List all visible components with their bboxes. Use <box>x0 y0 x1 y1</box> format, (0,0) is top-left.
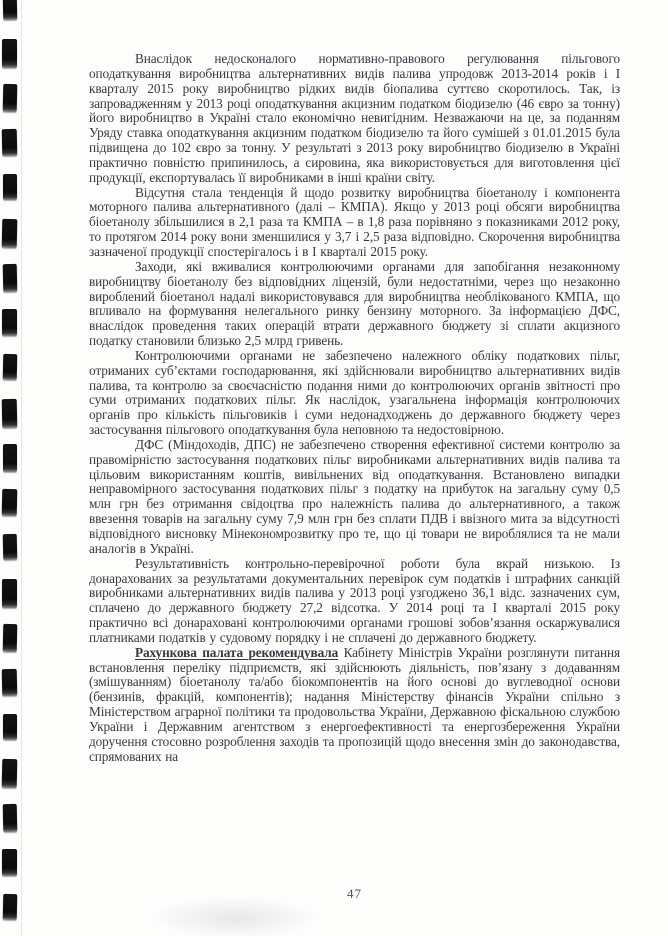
binding-mark <box>2 759 18 788</box>
paragraph: Відсутня стала тенденція й щодо розвитку виробництва біоетанолу і компонента моторного палива альтернативного (далі – КМПА). Якщо у 2013 році обсяги виробництва біоетанолу збільшилися в 2,1 раза та КМПА – в 1,8 раза порівняно з показниками 2012 року, то протягом 2014 року вони зменшилися у 3,7 і 2,5 раза відповідно. Скорочення виробництва зазначеної продукції спостерігалось і в І кварталі 2015 року. <box>89 184 620 259</box>
binding-mark <box>3 444 17 472</box>
binding-mark <box>2 399 18 428</box>
binding-marks <box>0 0 30 936</box>
binding-mark <box>2 489 18 516</box>
binding-mark <box>2 579 17 608</box>
binding-mark <box>2 669 18 696</box>
binding-mark <box>2 129 18 156</box>
binding-mark <box>3 894 18 920</box>
binding-mark <box>3 174 17 200</box>
paragraph: Заходи, які вживалися контролюючими органами для запобігання незаконному виробництву біоетанолу без відповідних ліцензій, були недостатніми, через що незаконно вироблений біоетанол надалі використовувався для виробництва необлікованого КМПА, що впливало на формування нелегального ринку бензину моторного. За інформацією ДФС, внаслідок проведення таких операцій втрати державного бюджету зі сплати акцизного податку становили близько 2,5 млрд гривень. <box>89 258 620 349</box>
binding-mark <box>3 534 18 560</box>
binding-mark <box>2 849 17 876</box>
binding-mark <box>3 84 18 112</box>
binding-mark <box>3 624 18 652</box>
paragraph: Внаслідок недосконалого нормативно-правового регулювання пільгового оподаткування виробництва альтернативних видів палива упродовж 2013-2014 років і І кварталу 2015 року виробництво рідких видів біопалива суттєво скоротилось. Так, із запровадженням у 2013 році оподаткування акцизним податком біодизелю (46 євро за тонну) його виробництво в Україні стало економічно невигідним. Незважаючи на це, за поданням Уряду ставка оподаткування акцизним податком біодизелю та його сумішей з 01.01.2015 була підвищена до 102 євро за тонну. У результаті з 2013 року виробництво біодизелю в Україні практично повністю припинилось, а сировина, яка використовується для виготовлення цієї продукції, експортувалась її виробниками в інші країни світу. <box>89 51 620 185</box>
binding-mark <box>3 0 18 20</box>
binding-mark <box>2 309 17 336</box>
paragraph: Контролюючими органами не забезпечено належного обліку податкових пільг, отриманих суб’єктами господарювання, які здійснювали виробництво альтернативних видів палива, та контролю за своєчасністю подання ними до контролюючих органів звітності про суми отриманих податкових пільг. Як наслідок, узагальнена інформація контролюючих органів про кількість пільговиків і суми недонадходжень до державного бюджету через застосування пільгового оподаткування була неповною та недостовірною. <box>89 347 620 438</box>
recommendation-paragraph <box>89 646 620 765</box>
binding-mark <box>2 219 18 248</box>
recommendation-lead: Рахункова палата рекомендувала <box>135 644 339 660</box>
binding-mark <box>3 264 18 292</box>
scan-edge-line <box>21 0 22 936</box>
binding-mark <box>2 39 17 68</box>
paragraph: ДФС (Міндоходів, ДПС) не забезпечено створення ефективної системи контролю за правомірністю застосування податкових пільг виробниками альтернативних видів палива та цільовим використанням коштів, вивільнених від оподаткування. Встановлено випадки неправомірного застосування податкових пільг з податку на прибуток на загальну суму 0,5 млн грн без отримання свідоцтва про належність палива до альтернативного, а також ввезення товарів на загальну суму 7,9 млн грн без сплати ПДВ і ввізного мита за відсутності відповідного висновку Мінекономрозвитку про те, що ці товари не вироблялися та не мали аналогів в Україні. <box>89 436 620 556</box>
binding-mark <box>3 354 18 380</box>
binding-mark <box>3 714 17 740</box>
page-number: 47 <box>347 886 362 901</box>
binding-mark <box>3 804 18 832</box>
recommendation-continuation: Кабінету Міністрів України розглянути питання встановлення переліку підприємств, які здійснюють діяльність, пов’язану з додаванням (змішуванням) біоетанолу та/або біокомпонентів на його основі до вуглеводної основи (бензинів, фракцій, компонентів); надання Міністерству фінансів України спільно з Міністерством аграрної політики та продовольства України, Державною фіскальною службою України і Державним агентством з енергоефективності та енергозбереження України доручення стосовно розроблення заходів та пропозицій щодо внесення змін до законодавства, спрямованих на <box>89 644 620 764</box>
document-body <box>89 52 620 765</box>
paragraph: Результативність контрольно-перевірочної роботи була вкрай низькою. Із донарахованих за результатами документальних перевірок сум податків і штрафних санкцій виробниками альтернативних видів палива у 2013 році узгоджено 36,1 відс. зазначених сум, сплачено до державного бюджету 27,2 відсотка. У 2014 році та І кварталі 2015 року практично всі донараховані контролюючими органами грошові зобов’язання оскаржувалися платниками податків у судовому порядку і не сплачені до державного бюджету. <box>89 555 620 645</box>
